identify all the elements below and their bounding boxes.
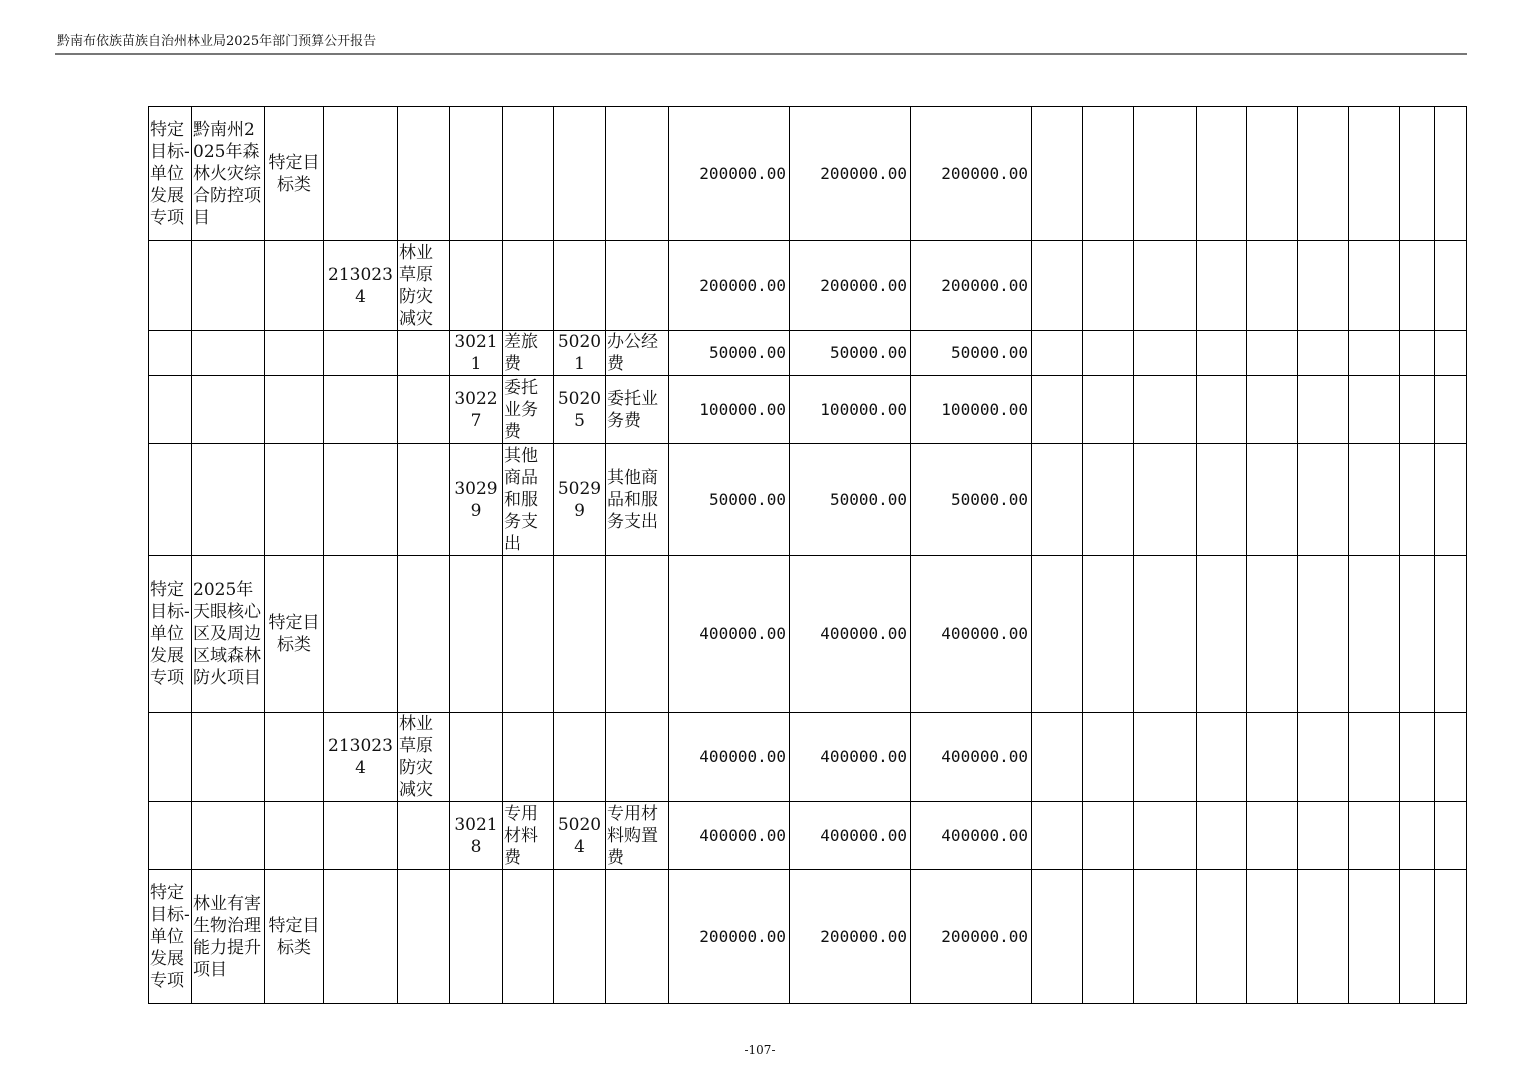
budget-table (148, 106, 1467, 1004)
econ-name-cell: 委托业务费 (503, 376, 554, 444)
gov-econ-name-cell (606, 107, 669, 241)
gov-econ-code-cell (554, 556, 606, 713)
total-amount-cell: 50000.00 (669, 331, 790, 376)
empty-cell (1197, 331, 1247, 376)
project-class-cell: 特定目标类 (265, 556, 324, 713)
project-class-cell (265, 376, 324, 444)
empty-cell (1349, 107, 1400, 241)
function-name-cell: 林业草原防灾减灾 (398, 241, 450, 331)
empty-cell (1298, 556, 1349, 713)
total-amount-cell: 200000.00 (669, 107, 790, 241)
empty-cell (1349, 556, 1400, 713)
table-row (149, 556, 1467, 713)
function-code-cell (324, 331, 398, 376)
project-class-cell (265, 802, 324, 870)
project-kind-cell (149, 376, 192, 444)
project-name-cell (192, 444, 265, 556)
current-year-amount-cell: 200000.00 (911, 107, 1032, 241)
econ-name-cell: 其他商品和服务支出 (503, 444, 554, 556)
general-budget-amount-cell: 50000.00 (790, 331, 911, 376)
econ-name-cell (503, 713, 554, 802)
total-amount-cell: 200000.00 (669, 241, 790, 331)
econ-code-cell (450, 713, 503, 802)
empty-cell (1197, 444, 1247, 556)
empty-cell (1083, 713, 1134, 802)
current-year-amount-cell: 50000.00 (911, 444, 1032, 556)
empty-cell (1032, 870, 1083, 1004)
empty-cell (1032, 556, 1083, 713)
function-name-cell: 林业草原防灾减灾 (398, 713, 450, 802)
empty-cell (1032, 241, 1083, 331)
current-year-amount-cell: 200000.00 (911, 241, 1032, 331)
current-year-amount-cell: 100000.00 (911, 376, 1032, 444)
project-name-cell (192, 802, 265, 870)
project-class-cell (265, 241, 324, 331)
empty-cell (1435, 444, 1467, 556)
empty-cell (1247, 241, 1298, 331)
empty-cell (1083, 802, 1134, 870)
table-row (149, 241, 1467, 331)
function-name-cell (398, 107, 450, 241)
empty-cell (1134, 331, 1197, 376)
project-class-cell (265, 713, 324, 802)
gov-econ-name-cell: 委托业务费 (606, 376, 669, 444)
total-amount-cell: 200000.00 (669, 870, 790, 1004)
empty-cell (1032, 713, 1083, 802)
gov-econ-name-cell: 其他商品和服务支出 (606, 444, 669, 556)
total-amount-cell: 100000.00 (669, 376, 790, 444)
empty-cell (1298, 802, 1349, 870)
gov-econ-code-cell: 50299 (554, 444, 606, 556)
table-row (149, 107, 1467, 241)
empty-cell (1083, 870, 1134, 1004)
budget-table-body (149, 107, 1467, 1004)
econ-name-cell: 差旅费 (503, 331, 554, 376)
gov-econ-name-cell (606, 556, 669, 713)
project-kind-cell: 特定目标-单位发展专项 (149, 556, 192, 713)
table-row (149, 376, 1467, 444)
total-amount-cell: 400000.00 (669, 802, 790, 870)
gov-econ-code-cell (554, 241, 606, 331)
empty-cell (1298, 713, 1349, 802)
project-class-cell: 特定目标类 (265, 107, 324, 241)
gov-econ-name-cell: 办公经费 (606, 331, 669, 376)
empty-cell (1400, 444, 1435, 556)
table-row (149, 444, 1467, 556)
empty-cell (1400, 241, 1435, 331)
empty-cell (1134, 802, 1197, 870)
project-name-cell (192, 241, 265, 331)
econ-code-cell: 30299 (450, 444, 503, 556)
project-name-cell: 林业有害生物治理能力提升项目 (192, 870, 265, 1004)
empty-cell (1247, 444, 1298, 556)
empty-cell (1197, 802, 1247, 870)
empty-cell (1134, 241, 1197, 331)
function-code-cell (324, 802, 398, 870)
empty-cell (1400, 713, 1435, 802)
empty-cell (1400, 556, 1435, 713)
gov-econ-code-cell: 50204 (554, 802, 606, 870)
econ-code-cell (450, 241, 503, 331)
empty-cell (1435, 376, 1467, 444)
empty-cell (1197, 713, 1247, 802)
empty-cell (1247, 802, 1298, 870)
econ-code-cell (450, 556, 503, 713)
function-code-cell (324, 107, 398, 241)
function-code-cell: 2130234 (324, 713, 398, 802)
empty-cell (1349, 444, 1400, 556)
current-year-amount-cell: 400000.00 (911, 713, 1032, 802)
econ-name-cell (503, 241, 554, 331)
empty-cell (1134, 444, 1197, 556)
project-name-cell (192, 376, 265, 444)
empty-cell (1400, 802, 1435, 870)
empty-cell (1197, 376, 1247, 444)
empty-cell (1349, 331, 1400, 376)
empty-cell (1134, 556, 1197, 713)
empty-cell (1083, 376, 1134, 444)
page-number: -107- (744, 1043, 776, 1057)
table-row (149, 331, 1467, 376)
general-budget-amount-cell: 100000.00 (790, 376, 911, 444)
empty-cell (1298, 870, 1349, 1004)
empty-cell (1134, 713, 1197, 802)
empty-cell (1247, 107, 1298, 241)
project-kind-cell (149, 444, 192, 556)
empty-cell (1083, 107, 1134, 241)
empty-cell (1349, 376, 1400, 444)
empty-cell (1349, 713, 1400, 802)
empty-cell (1298, 107, 1349, 241)
gov-econ-code-cell (554, 713, 606, 802)
empty-cell (1349, 241, 1400, 331)
empty-cell (1435, 870, 1467, 1004)
econ-code-cell (450, 107, 503, 241)
empty-cell (1083, 241, 1134, 331)
gov-econ-name-cell: 专用材料购置费 (606, 802, 669, 870)
gov-econ-name-cell (606, 241, 669, 331)
table-row (149, 713, 1467, 802)
empty-cell (1247, 556, 1298, 713)
econ-code-cell: 30227 (450, 376, 503, 444)
project-name-cell: 黔南州2025年森林火灾综合防控项目 (192, 107, 265, 241)
general-budget-amount-cell: 400000.00 (790, 556, 911, 713)
function-name-cell (398, 802, 450, 870)
project-class-cell: 特定目标类 (265, 870, 324, 1004)
empty-cell (1247, 331, 1298, 376)
function-name-cell (398, 556, 450, 713)
gov-econ-code-cell (554, 107, 606, 241)
total-amount-cell: 400000.00 (669, 713, 790, 802)
empty-cell (1134, 376, 1197, 444)
empty-cell (1435, 802, 1467, 870)
empty-cell (1298, 241, 1349, 331)
empty-cell (1197, 241, 1247, 331)
gov-econ-name-cell (606, 870, 669, 1004)
empty-cell (1400, 376, 1435, 444)
project-kind-cell (149, 802, 192, 870)
empty-cell (1134, 107, 1197, 241)
total-amount-cell: 50000.00 (669, 444, 790, 556)
empty-cell (1032, 802, 1083, 870)
econ-name-cell (503, 107, 554, 241)
econ-name-cell: 专用材料费 (503, 802, 554, 870)
empty-cell (1247, 870, 1298, 1004)
project-name-cell (192, 713, 265, 802)
function-name-cell (398, 376, 450, 444)
general-budget-amount-cell: 400000.00 (790, 802, 911, 870)
empty-cell (1400, 331, 1435, 376)
empty-cell (1400, 870, 1435, 1004)
function-name-cell (398, 444, 450, 556)
empty-cell (1435, 331, 1467, 376)
project-kind-cell: 特定目标-单位发展专项 (149, 107, 192, 241)
current-year-amount-cell: 400000.00 (911, 556, 1032, 713)
gov-econ-code-cell: 50201 (554, 331, 606, 376)
table-row (149, 870, 1467, 1004)
general-budget-amount-cell: 400000.00 (790, 713, 911, 802)
general-budget-amount-cell: 200000.00 (790, 107, 911, 241)
empty-cell (1083, 331, 1134, 376)
project-name-cell: 2025年天眼核心区及周边区域森林防火项目 (192, 556, 265, 713)
empty-cell (1435, 713, 1467, 802)
empty-cell (1349, 870, 1400, 1004)
empty-cell (1247, 376, 1298, 444)
empty-cell (1197, 556, 1247, 713)
empty-cell (1400, 107, 1435, 241)
empty-cell (1134, 870, 1197, 1004)
function-code-cell (324, 444, 398, 556)
econ-code-cell (450, 870, 503, 1004)
empty-cell (1298, 376, 1349, 444)
empty-cell (1032, 376, 1083, 444)
header-rule (55, 53, 1467, 55)
empty-cell (1197, 870, 1247, 1004)
function-code-cell: 2130234 (324, 241, 398, 331)
gov-econ-code-cell: 50205 (554, 376, 606, 444)
empty-cell (1435, 107, 1467, 241)
empty-cell (1032, 331, 1083, 376)
empty-cell (1197, 107, 1247, 241)
total-amount-cell: 400000.00 (669, 556, 790, 713)
empty-cell (1247, 713, 1298, 802)
current-year-amount-cell: 50000.00 (911, 331, 1032, 376)
function-code-cell (324, 376, 398, 444)
empty-cell (1349, 802, 1400, 870)
empty-cell (1435, 556, 1467, 713)
table-row (149, 802, 1467, 870)
project-name-cell (192, 331, 265, 376)
project-kind-cell (149, 713, 192, 802)
general-budget-amount-cell: 50000.00 (790, 444, 911, 556)
current-year-amount-cell: 400000.00 (911, 802, 1032, 870)
gov-econ-code-cell (554, 870, 606, 1004)
empty-cell (1435, 241, 1467, 331)
econ-code-cell: 30211 (450, 331, 503, 376)
empty-cell (1083, 444, 1134, 556)
empty-cell (1083, 556, 1134, 713)
general-budget-amount-cell: 200000.00 (790, 241, 911, 331)
empty-cell (1032, 444, 1083, 556)
function-name-cell (398, 870, 450, 1004)
current-year-amount-cell: 200000.00 (911, 870, 1032, 1004)
project-class-cell (265, 444, 324, 556)
empty-cell (1032, 107, 1083, 241)
empty-cell (1298, 444, 1349, 556)
function-code-cell (324, 556, 398, 713)
general-budget-amount-cell: 200000.00 (790, 870, 911, 1004)
project-class-cell (265, 331, 324, 376)
function-name-cell (398, 331, 450, 376)
project-kind-cell (149, 331, 192, 376)
project-kind-cell: 特定目标-单位发展专项 (149, 870, 192, 1004)
document-header-title: 黔南布依族苗族自治州林业局2025年部门预算公开报告 (57, 34, 377, 49)
econ-name-cell (503, 556, 554, 713)
econ-name-cell (503, 870, 554, 1004)
empty-cell (1298, 331, 1349, 376)
gov-econ-name-cell (606, 713, 669, 802)
econ-code-cell: 30218 (450, 802, 503, 870)
project-kind-cell (149, 241, 192, 331)
function-code-cell (324, 870, 398, 1004)
